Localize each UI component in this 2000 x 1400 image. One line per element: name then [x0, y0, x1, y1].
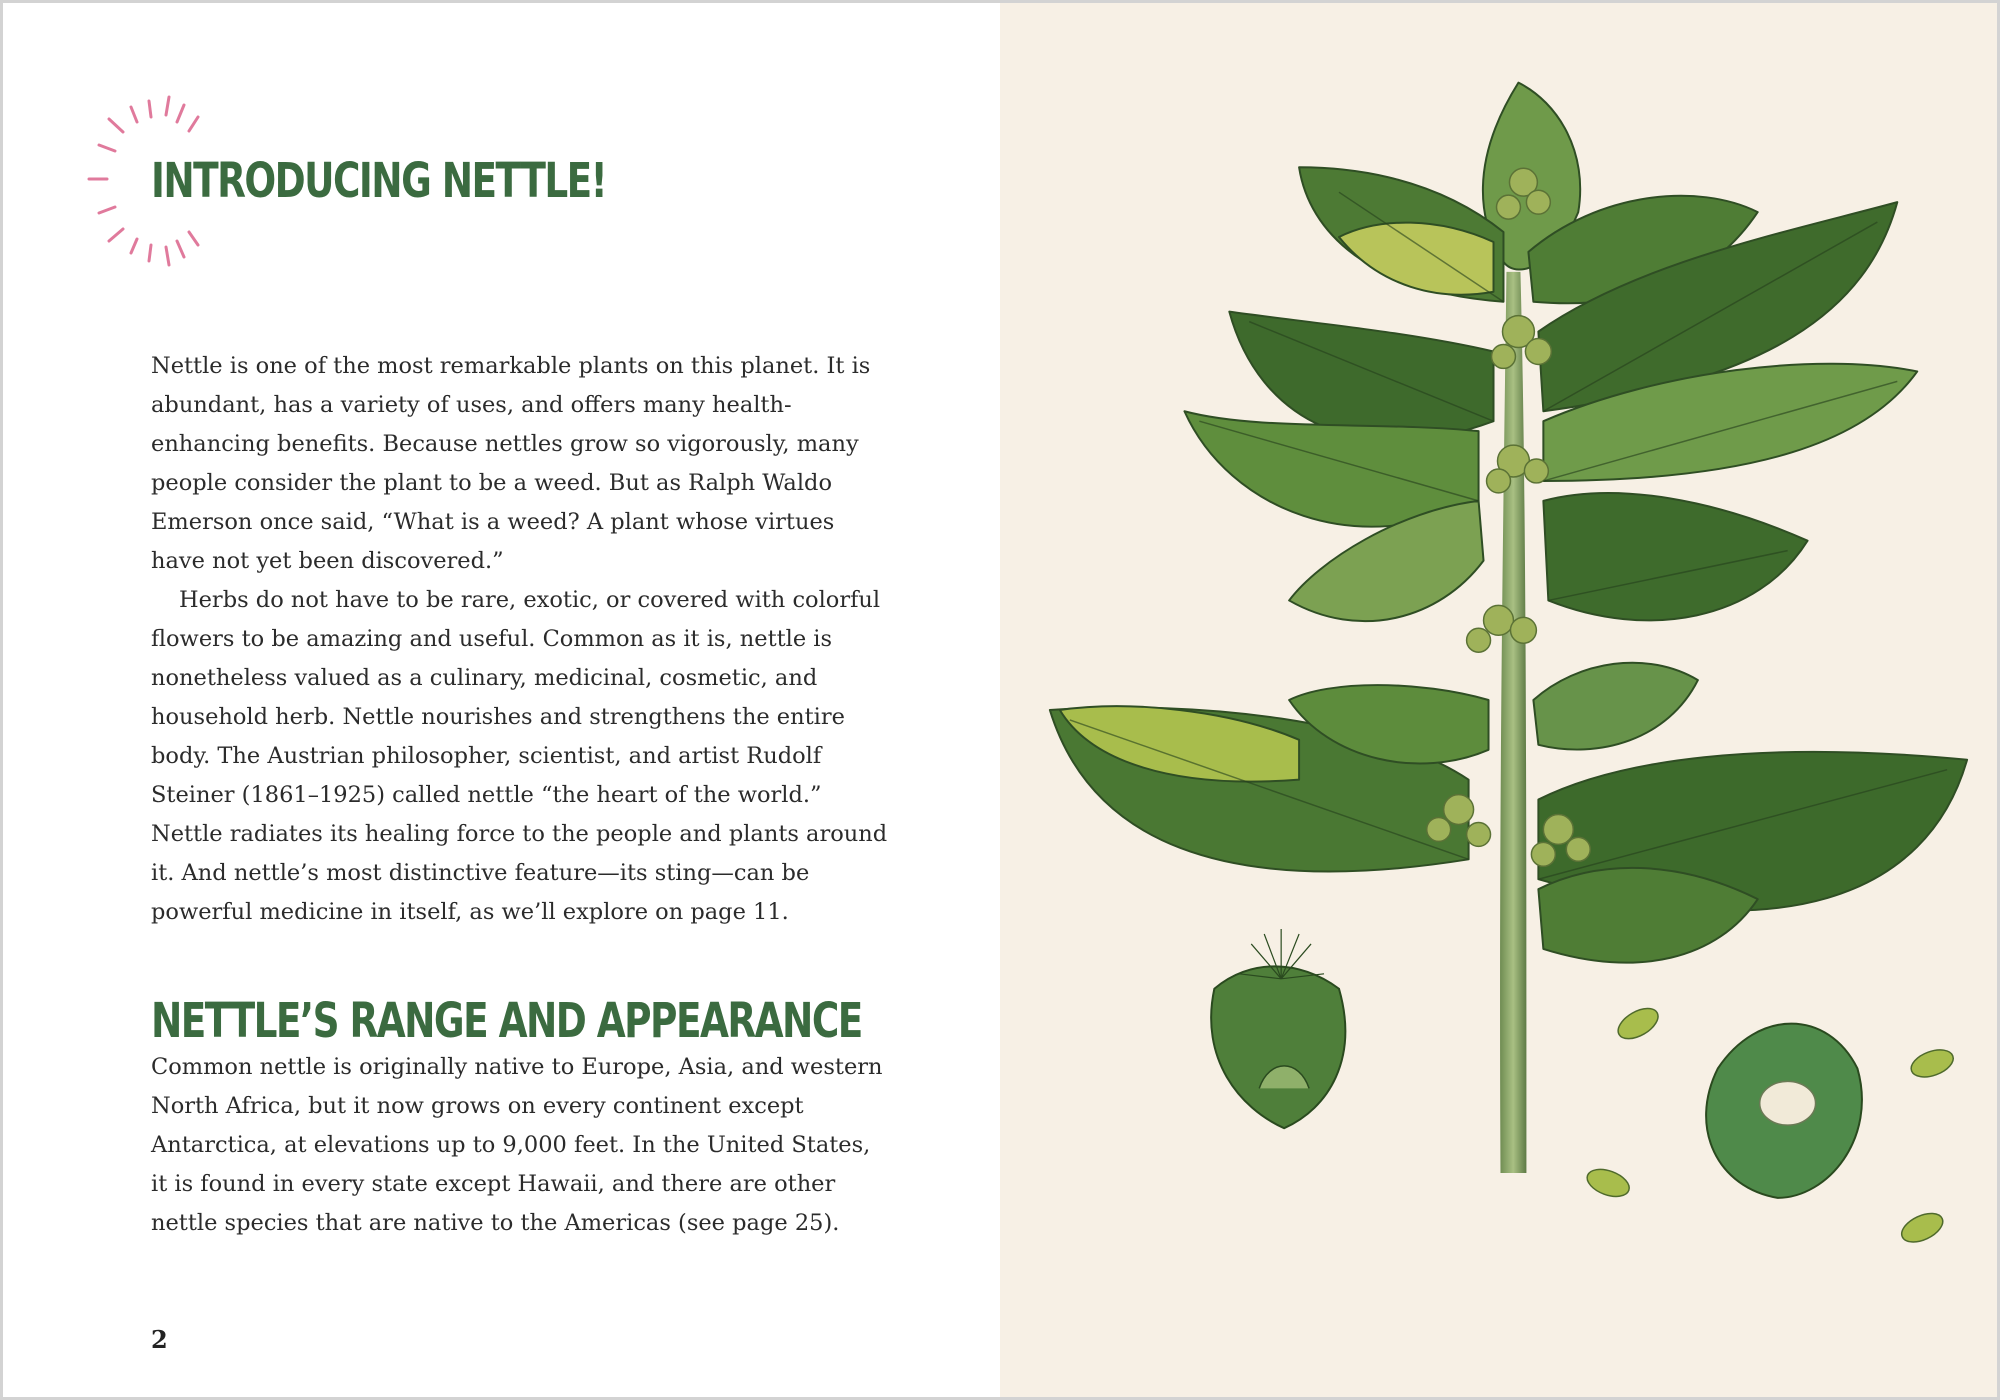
seed-head-left [1211, 929, 1345, 1128]
herbs-paragraph [151, 581, 891, 932]
intro-heading: INTRODUCING NETTLE! [151, 153, 607, 209]
page-number: 2 [151, 1325, 168, 1354]
paragraph-2-text: Herbs do not have to be rare, exotic, or covered with colorful flowers to be amazing and useful. Common as it is, nettle is nonetheless valued as a culinary, medicinal, cosmetic, and household herb. Nettle nourishes and strengthens the entire body. The Austrian philosopher, scientist, and artist Rudolf Steiner (1861–1925) called nettle “the heart of the world.” Nettle radiates its healing force to the people and plants around it. And nettle’s most distinctive feature—its sting—can be powerful medicine in itself, as we’ll explore on page 11. [151, 587, 888, 925]
leaf-mid-left-1 [1229, 312, 1493, 441]
nettle-illustration [1000, 3, 1997, 1397]
left-page [3, 3, 1000, 1397]
right-page [1000, 3, 1997, 1397]
range-heading: NETTLE’S RANGE AND APPEARANCE [151, 993, 862, 1049]
stem-shape [1500, 272, 1526, 1173]
range-paragraph [151, 1048, 891, 1243]
paragraph-3-text: Common nettle is originally native to Europe, Asia, and western North Africa, but it now grows on every continent except Antarctica, at elevations up to 9,000 feet. In the United States, it is found in every state except Hawaii, and there are other nettle species that are native to the Americas (see page 25). [151, 1054, 883, 1236]
leaf-upper-left-light [1339, 223, 1494, 295]
seed-head-right [1583, 1002, 1956, 1248]
paragraph-1-text: Nettle is one of the most remarkable plants on this planet. It is abundant, has a variety of uses, and offers many health-enhancing benefits. Because nettles grow so vigorously, many people consider the plant to be a weed. But as Ralph Waldo Emerson once said, “What is a weed? A plant whose virtues have not yet been discovered.” [151, 353, 871, 574]
leaf-lower-right [1543, 493, 1807, 620]
leaf-low-mid-right [1533, 663, 1698, 750]
intro-paragraph [151, 347, 891, 581]
